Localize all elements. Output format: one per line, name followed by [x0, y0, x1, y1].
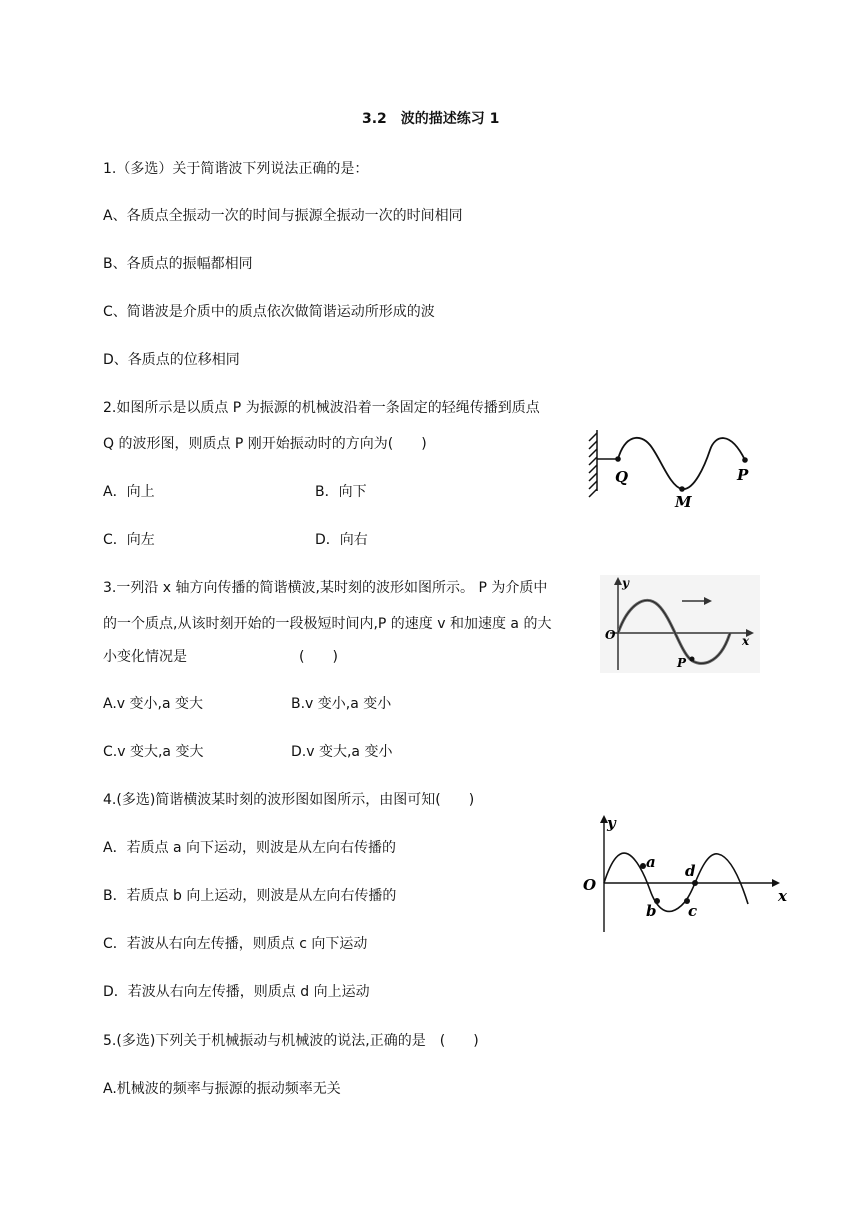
q2-option-b: B．向下 [315, 484, 367, 500]
q5-stem: 5.(多选)下列关于机械振动与机械波的说法,正确的是 ( ) [103, 1033, 479, 1049]
q1-option-d: D、各质点的位移相同 [103, 352, 240, 368]
q2-option-d: D．向右 [315, 532, 368, 548]
axis-x-label: x [742, 634, 750, 648]
point-p [690, 657, 695, 662]
q1-option-a: A、各质点全振动一次的时间与振源全振动一次的时间相同 [103, 208, 463, 224]
label-q: Q [615, 468, 629, 486]
q3-transverse-wave-figure [600, 575, 760, 673]
q2-rope-wave-figure [585, 425, 760, 515]
q1-stem: 1.（多选）关于简谐波下列说法正确的是： [103, 161, 369, 177]
point-p [742, 457, 748, 463]
q3-option-d: D.v 变大,a 变小 [291, 744, 393, 760]
axis-y-label: y [622, 576, 629, 590]
point-m [679, 486, 685, 492]
q2-stem-line1: 2.如图所示是以质点 P 为振源的机械波沿着一条固定的轻绳传播到质点 [103, 400, 540, 416]
q3-option-b: B.v 变小,a 变小 [291, 696, 392, 712]
q4-option-d: D．若波从右向左传播，则质点 d 向上运动 [103, 984, 370, 1000]
axis-x-label: x [778, 887, 787, 905]
q2-stem-line2: Q 的波形图，则质点 P 刚开始振动时的方向为( ) [103, 436, 427, 452]
q4-option-c: C．若波从右向左传播，则质点 c 向下运动 [103, 936, 368, 952]
fixed-wall [589, 430, 597, 497]
label-p: P [677, 656, 687, 670]
q1-option-c: C、简谐波是介质中的质点依次做简谐运动所形成的波 [103, 304, 435, 320]
q3-option-c: C.v 变大,a 变大 [103, 744, 204, 760]
label-d: d [685, 862, 696, 880]
label-p: P [737, 466, 749, 484]
point-d [692, 880, 698, 886]
point-q [615, 456, 621, 462]
label-b: b [646, 902, 657, 920]
q2-option-c: C．向左 [103, 532, 155, 548]
q4-option-a: A．若质点 a 向下运动，则波是从左向右传播的 [103, 840, 397, 856]
label-m: M [675, 493, 692, 511]
origin-label: O [605, 628, 616, 642]
q4-option-b: B．若质点 b 向上运动，则波是从左向右传播的 [103, 888, 397, 904]
axis-y-label: y [607, 814, 616, 832]
q1-option-b: B、各质点的振幅都相同 [103, 256, 253, 272]
q4-wave-figure [580, 810, 795, 935]
origin-label: O [583, 876, 597, 894]
q3-stem-line2: 的一个质点,从该时刻开始的一段极短时间内,P 的速度 v 和加速度 a 的大 [103, 616, 552, 632]
q2-option-a: A．向上 [103, 484, 155, 500]
q3-option-a: A.v 变小,a 变大 [103, 696, 203, 712]
wave-curve [604, 853, 748, 911]
rope-wave [618, 438, 745, 489]
q5-option-a: A.机械波的频率与振源的振动频率无关 [103, 1081, 341, 1097]
label-a: a [646, 853, 656, 871]
q3-stem-line3: 小变化情况是 ( ) [103, 649, 338, 665]
q3-stem-line1: 3.一列沿 x 轴方向传播的简谐横波,某时刻的波形如图所示。 P 为介质中 [103, 580, 548, 596]
q4-stem: 4.(多选)简谐横波某时刻的波形图如图所示，由图可知( ) [103, 792, 475, 808]
label-c: c [688, 902, 698, 920]
page-title: 3.2 波的描述练习 1 [362, 111, 500, 127]
